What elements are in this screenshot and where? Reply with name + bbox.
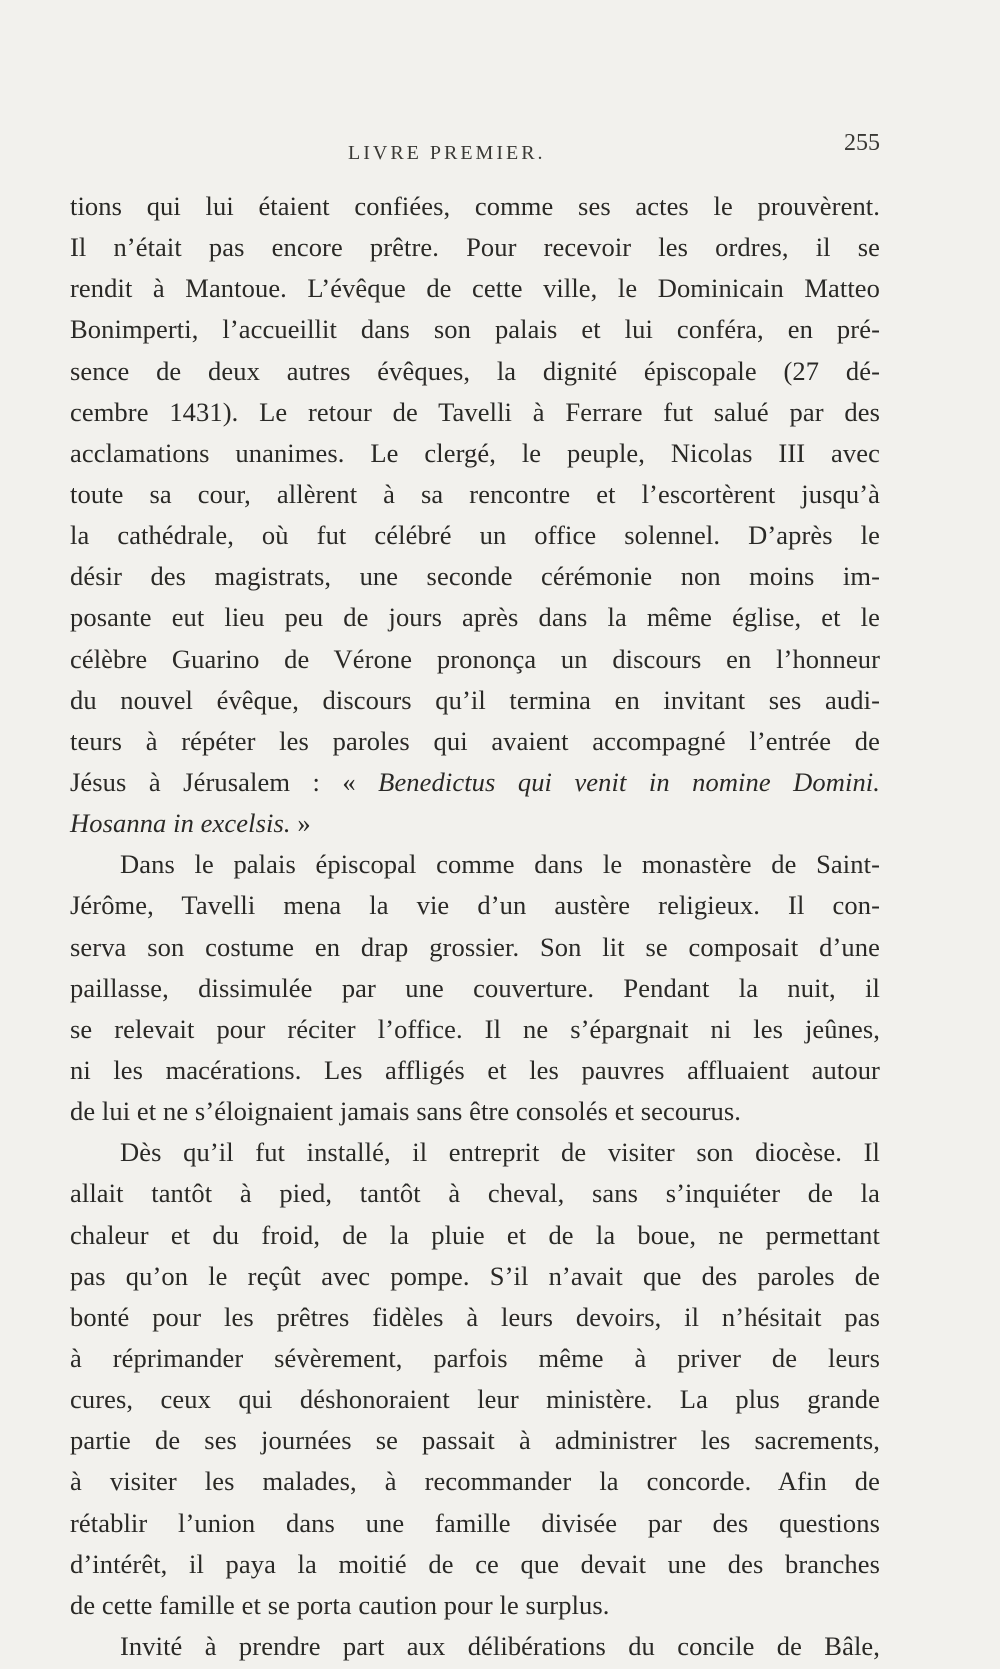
text-line: Bonimperti, l’accueillit dans son palais et lui conféra, en pré- [70, 314, 880, 345]
text-line: allait tantôt à pied, tantôt à cheval, sans s’inquiéter de la [70, 1178, 880, 1209]
text-line: désir des magistrats, une seconde cérémonie non moins im- [70, 561, 880, 592]
text-line: partie de ses journées se passait à administrer les sacrements, [70, 1425, 880, 1456]
body-text [70, 186, 880, 1667]
text-line: rendit à Mantoue. L’évêque de cette ville, le Dominicain Matteo [70, 273, 880, 304]
text-line: Jérôme, Tavelli mena la vie d’un austère religieux. Il con- [70, 890, 880, 921]
text-line: se relevait pour réciter l’office. Il ne s’épargnait ni les jeûnes, [70, 1013, 880, 1044]
text-line: de cette famille et se porta caution pour le surplus. [70, 1589, 610, 1620]
text-line: la cathédrale, où fut célébré un office solennel. D’après le [70, 520, 880, 551]
text-line: toute sa cour, allèrent à sa rencontre et l’escortèrent jusqu’à [70, 478, 880, 509]
text-line: serva son costume en drap grossier. Son lit se composait d’une [70, 931, 880, 962]
text-line: teurs à répéter les paroles qui avaient accompagné l’entrée de [70, 725, 880, 756]
text-segment: Jésus à Jérusalem : « [70, 766, 379, 797]
text-line-quote-end [70, 803, 880, 844]
text-line: posante eut lieu peu de jours après dans la même église, et le [70, 602, 880, 633]
running-title: LIVRE PREMIER. [348, 142, 546, 164]
text-line: Dans le palais épiscopal comme dans le monastère de Saint- [120, 849, 880, 880]
text-line: de lui et ne s’éloignaient jamais sans être consolés et secourus. [70, 1096, 742, 1127]
text-line: tions qui lui étaient confiées, comme ses actes le prouvèrent. [70, 191, 880, 221]
text-line: pas qu’on le reçût avec pompe. S’il n’avait que des paroles de [70, 1260, 880, 1291]
text-line-quote [70, 762, 880, 803]
text-line: sence de deux autres évêques, la dignité épiscopale (27 dé- [70, 355, 880, 386]
italic-quote: Hosanna in excelsis. [70, 808, 291, 839]
text-line: du nouvel évêque, discours qu’il termina en invitant ses audi- [70, 684, 880, 715]
text-line: d’intérêt, il paya la moitié de ce que devait une des branches [70, 1548, 880, 1579]
italic-quote: Benedictus qui venit in nomine Domini. [378, 766, 880, 797]
text-line: célèbre Guarino de Vérone prononça un discours en l’honneur [70, 643, 880, 674]
text-line: cembre 1431). Le retour de Tavelli à Ferrare fut salué par des [70, 396, 880, 427]
text-line: à visiter les malades, à recommander la concorde. Afin de [70, 1466, 880, 1497]
text-line: à réprimander sévèrement, parfois même à priver de leurs [70, 1342, 880, 1373]
text-line: bonté pour les prêtres fidèles à leurs devoirs, il n’hésitait pas [70, 1301, 880, 1332]
text-line: rétablir l’union dans une famille divisée par des questions [70, 1507, 880, 1538]
text-line: chaleur et du froid, de la pluie et de la boue, ne permettant [70, 1219, 880, 1250]
text-line: Dès qu’il fut installé, il entreprit de visiter son diocèse. Il [120, 1137, 880, 1168]
text-line: Invité à prendre part aux délibérations du concile de Bâle, [120, 1630, 880, 1661]
page-number: 255 [844, 130, 880, 156]
text-line: acclamations unanimes. Le clergé, le peuple, Nicolas III avec [70, 437, 880, 468]
running-head [70, 130, 880, 170]
text-segment: » [290, 808, 311, 839]
text-line: ni les macérations. Les affligés et les pauvres affluaient autour [70, 1054, 880, 1085]
text-line: cures, ceux qui déshonoraient leur ministère. La plus grande [70, 1384, 880, 1415]
text-line: paillasse, dissimulée par une couverture. Pendant la nuit, il [70, 972, 880, 1003]
text-line: Il n’était pas encore prêtre. Pour recevoir les ordres, il se [70, 232, 880, 263]
